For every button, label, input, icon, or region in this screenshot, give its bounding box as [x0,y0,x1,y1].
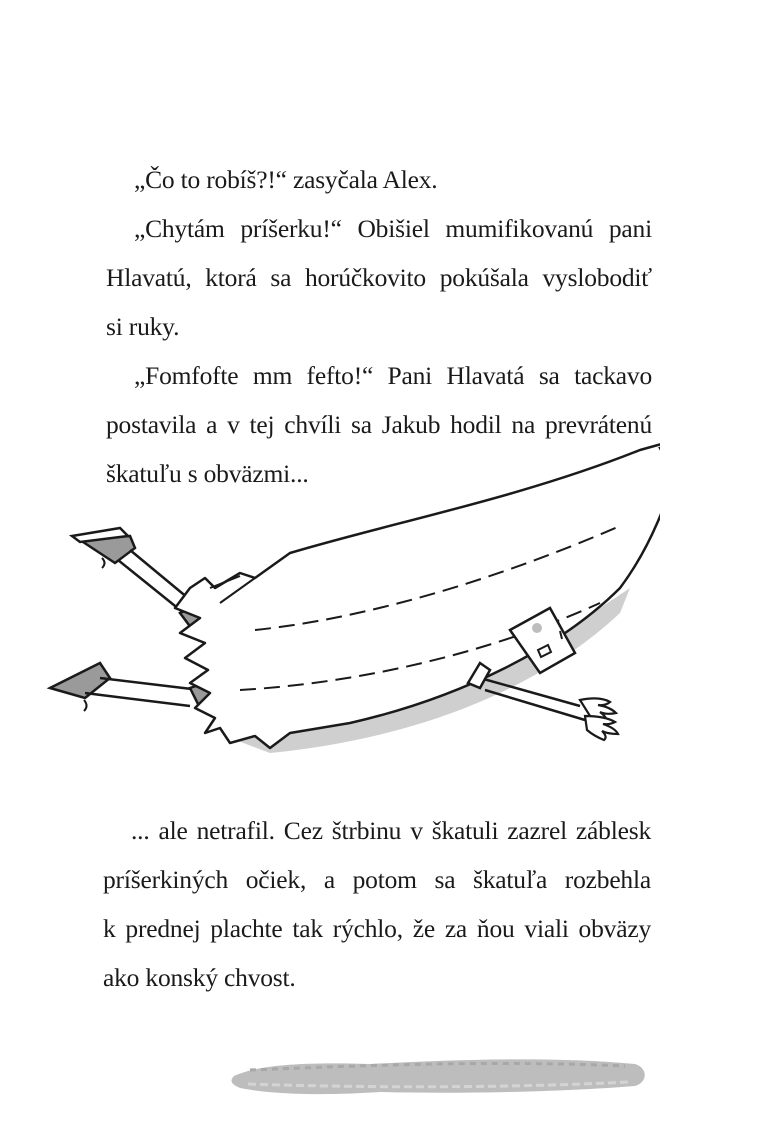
paragraph-4-line-2: príšerkiných očiek, a potom sa škatuľa rozbehla [103,865,651,894]
paragraph-3-line-3: škatuľu s obväzmi... [106,459,309,488]
paragraph-4-line-3: k prednej plachte tak rýchlo, že za ňou viali obväzy [103,914,651,943]
text-block-bottom [103,806,651,1002]
paragraph-2-line-2: Hlavatú, ktorá sa horúčkovito pokúšala vyslobodiť [106,263,652,292]
paragraph-4-line-1: ... ale netrafil. Cez štrbinu v škatuli zazrel záblesk [131,816,651,845]
paragraph-1-line-1: „Čo to robíš?!“ zasyčala Alex. [134,165,438,194]
paragraph-2-line-1: „Chytám príšerku!“ Obišiel mumifikovanú pani [134,214,652,243]
paragraph-3-line-2: postavila a v tej chvíli sa Jakub hodil na prevrátenú [106,410,652,439]
brush-stroke-decoration [230,1054,650,1098]
paragraph-3-line-1: „Fomfofte mm fefto!“ Pani Hlavatá sa tackavo [134,361,652,390]
boy-diving-onto-box-illustration [40,438,660,773]
paragraph-2-line-3: si ruky. [106,312,180,341]
paragraph-4-line-4: ako konský chvost. [103,963,296,992]
